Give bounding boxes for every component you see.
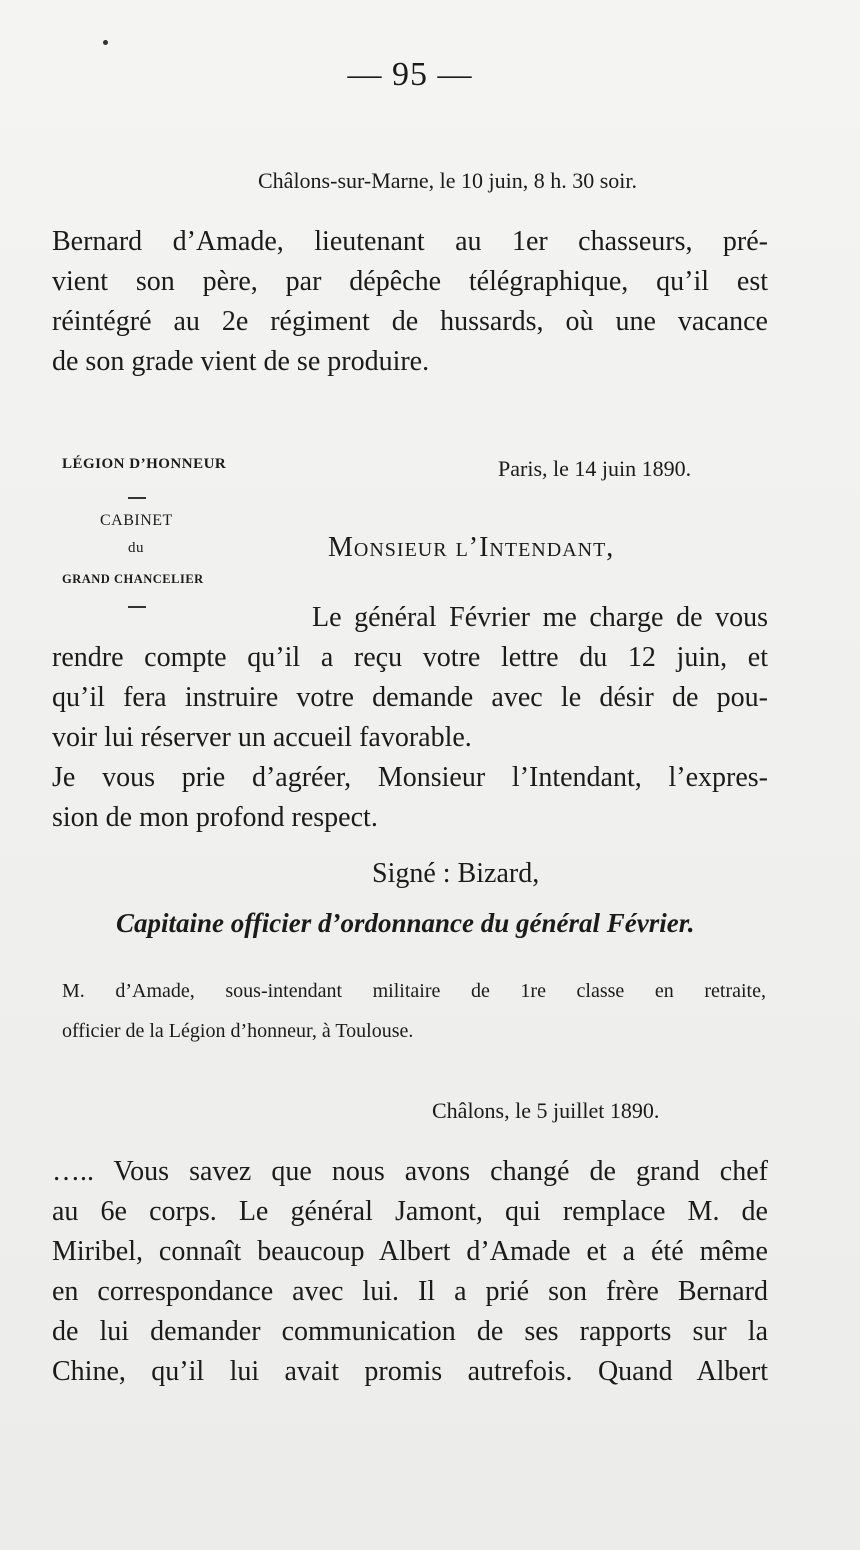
- letter2-body: [52, 638, 768, 838]
- letter2-line: Je vous prie d’agréer, Monsieur l’Intendant, l’expres-: [52, 762, 768, 793]
- letter1-line: réintégré au 2e régiment de hussards, où une vacance: [52, 306, 768, 337]
- letter3-line: au 6e corps. Le général Jamont, qui remplace M. de: [52, 1196, 768, 1227]
- letter2-line: qu’il fera instruire votre demande avec le désir de pou-: [52, 682, 768, 713]
- cabinet-label: CABINET: [100, 512, 173, 529]
- grand-chancelier-label: GRAND CHANCELIER: [62, 572, 204, 586]
- letter3-line: Chine, qu’il lui avait promis autrefois. Quand Albert: [52, 1356, 768, 1387]
- letter3-dateline: Châlons, le 5 juillet 1890.: [432, 1098, 660, 1123]
- letter2-dateline: Paris, le 14 juin 1890.: [498, 456, 692, 481]
- legion-honneur-heading: LÉGION D’HONNEUR: [62, 456, 227, 472]
- letter2-line: voir lui réserver un accueil favorable.: [52, 722, 472, 753]
- letter3-line: de lui demander communication de ses rapports sur la: [52, 1316, 768, 1347]
- signatory-rank: Capitaine officier d’ordonnance du général Février.: [116, 908, 695, 938]
- sidebar-dash: [128, 497, 146, 499]
- sidebar-dash: [128, 606, 146, 608]
- letter3-line: en correspondance avec lui. Il a prié son frère Bernard: [52, 1276, 768, 1307]
- address-line: officier de la Légion d’honneur, à Toulouse.: [62, 1020, 414, 1042]
- recipient-address: [62, 976, 766, 1056]
- letter2-line: sion de mon profond respect.: [52, 802, 378, 833]
- letter2-first-line: [312, 598, 768, 638]
- salutation: Monsieur l’Intendant,: [328, 532, 615, 563]
- address-line: M. d’Amade, sous-intendant militaire de 1re classe en retraite,: [62, 980, 766, 1002]
- du-label: du: [128, 540, 144, 556]
- ink-speck: [103, 40, 108, 45]
- letter1-line: vient son père, par dépêche télégraphique, qu’il est: [52, 266, 768, 297]
- letter1-body: [52, 222, 768, 382]
- signature: Signé : Bizard,: [372, 858, 540, 889]
- letter1-dateline: Châlons-sur-Marne, le 10 juin, 8 h. 30 soir.: [258, 168, 638, 193]
- letter2-line: Le général Février me charge de vous: [312, 602, 768, 633]
- letter3-line: ….. Vous savez que nous avons changé de grand chef: [52, 1156, 768, 1187]
- letter1-line: Bernard d’Amade, lieutenant au 1er chasseurs, pré-: [52, 226, 768, 257]
- page-number: — 95 —: [347, 56, 473, 93]
- letter1-line: de son grade vient de se produire.: [52, 346, 430, 377]
- letter3-body: [52, 1152, 768, 1392]
- letter2-line: rendre compte qu’il a reçu votre lettre du 12 juin, et: [52, 642, 768, 673]
- letter3-line: Miribel, connaît beaucoup Albert d’Amade et a été même: [52, 1236, 768, 1267]
